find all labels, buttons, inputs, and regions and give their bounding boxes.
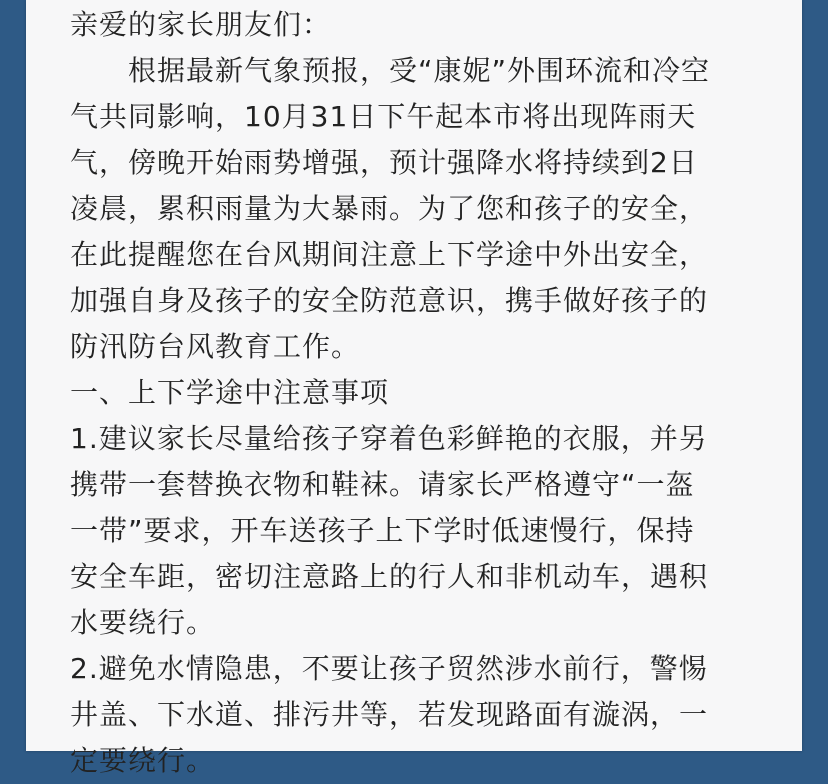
paragraph-line: 气，傍晚开始雨势增强，预计强降水将持续到2日 — [70, 146, 698, 179]
list-item-line: 1.建议家长尽量给孩子穿着色彩鲜艳的衣服，并另 — [70, 422, 708, 455]
notice-text — [70, 2, 780, 784]
list-item-line: 一带”要求，开车送孩子上下学时低速慢行，保持 — [70, 514, 695, 547]
list-item-line: 水要绕行。 — [70, 606, 216, 639]
list-item-line: 2.避免水情隐患，不要让孩子贸然涉水前行，警惕 — [70, 652, 708, 685]
list-item-line: 定要绕行。 — [70, 744, 216, 777]
list-item-line: 安全车距，密切注意路上的行人和非机动车，遇积 — [70, 560, 709, 593]
section-heading: 一、上下学途中注意事项 — [70, 376, 390, 409]
list-item-line: 井盖、下水道、排污井等，若发现路面有漩涡，一 — [70, 698, 709, 731]
paragraph-line: 防汛防台风教育工作。 — [70, 330, 361, 363]
paragraph-line: 根据最新气象预报，受“康妮”外围环流和冷空 — [70, 54, 711, 87]
paragraph-line: 气共同影响，10月31日下午起本市将出现阵雨天 — [70, 100, 697, 133]
notice-document — [26, 0, 802, 777]
greeting-line: 亲爱的家长朋友们： — [70, 8, 332, 41]
paragraph-line: 在此提醒您在台风期间注意上下学途中外出安全， — [70, 238, 709, 271]
paragraph-line: 凌晨，累积雨量为大暴雨。为了您和孩子的安全， — [70, 192, 709, 225]
list-item-line: 携带一套替换衣物和鞋袜。请家长严格遵守“一盔 — [70, 468, 695, 501]
paragraph-line: 加强自身及孩子的安全防范意识，携手做好孩子的 — [70, 284, 709, 317]
